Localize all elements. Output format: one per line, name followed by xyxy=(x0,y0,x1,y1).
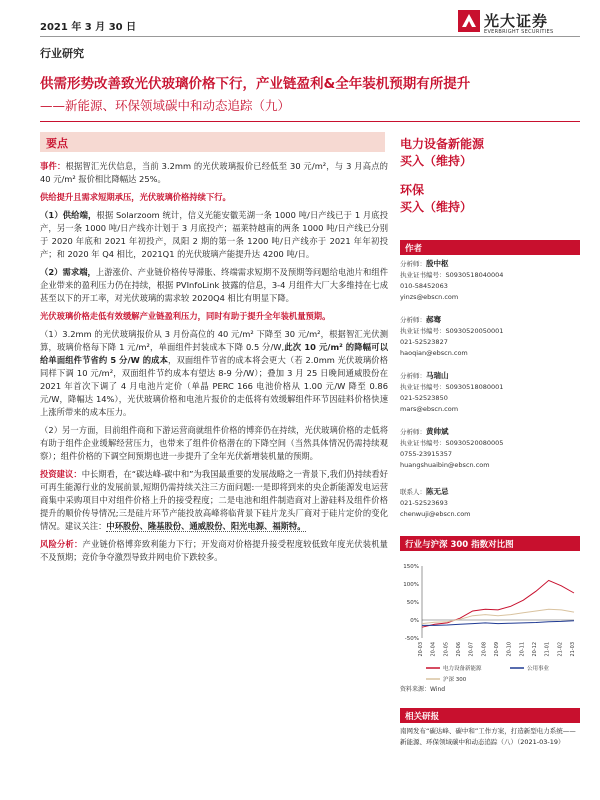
analyst-email[interactable]: yinzs@ebscn.com xyxy=(400,293,459,301)
ratings-panel xyxy=(400,130,580,216)
rating-sector: 电力设备新能源 xyxy=(400,137,485,151)
related-report[interactable]: 南网发布“碳达峰、碳中和”工作方案，打造新型电力系统——新能源、环保领域碳中和动态追踪（八）（2021-03-19） xyxy=(400,727,576,746)
rating-block xyxy=(400,136,580,170)
contact-role: 联系人： xyxy=(400,488,426,496)
analyst-license: 执业证书编号：S0930518080001 xyxy=(400,383,504,391)
investment-picks: 中环股份、隆基股份、通威股份、阳光电源、福斯特。 xyxy=(106,521,306,531)
y-tick-label: 100% xyxy=(403,582,419,588)
legend-label: 电力设备新能源 xyxy=(443,666,482,672)
related-header-label: 相关研报 xyxy=(405,712,440,722)
price-paragraph xyxy=(40,328,388,419)
analyst-license: 执业证书编号：S0930520050001 xyxy=(400,327,504,335)
analyst-phone: 021-52523827 xyxy=(400,338,448,346)
risk-text: 产业链价格博弈致利能力下行；开发商对价格提升接受程度较低致年度光伏装机量不及预期；竞价争夺激烈导致并网电价下跌较多。 xyxy=(40,539,388,562)
related-header xyxy=(400,708,580,723)
analyst-role: 分析师： xyxy=(400,372,426,380)
contact-name: 陈无忌 xyxy=(426,487,449,496)
x-tick-label: 20-08 xyxy=(481,642,488,657)
analyst-name: 郝骞 xyxy=(426,315,441,324)
x-tick-label: 21-02 xyxy=(557,642,564,657)
y-tick-label: 0% xyxy=(410,618,419,624)
price-text-a: （1）3.2mm 的光伏玻璃报价从 3 月份高位的 40 元/m² 下降至 30 元/m²，根据智汇光伏测算，玻璃价格每下降 1 元/m²，单面组件封装成本下降 0.5 分/W, xyxy=(40,329,388,352)
analyst-card xyxy=(400,314,580,359)
main-body xyxy=(40,160,388,569)
price-text-b: 此次 10 元/m² 的降幅可以给单面组件节省约 5 分/W 的成本 xyxy=(40,342,388,365)
y-tick-label: 50% xyxy=(406,600,419,606)
logo-subtext: EVERBRIGHT SECURITIES xyxy=(484,29,554,35)
analyst-role: 分析师： xyxy=(400,428,426,436)
authors-label: 作者 xyxy=(405,244,423,254)
chart-header-label: 行业与沪深 300 指数对比图 xyxy=(405,540,514,550)
rating-value: 买入（维持） xyxy=(400,154,473,168)
x-tick-label: 20-12 xyxy=(532,642,538,657)
analyst-card xyxy=(400,370,580,415)
analyst-phone: 021-52523850 xyxy=(400,394,448,402)
investment-label: 投资建议： xyxy=(40,469,82,479)
contact-card xyxy=(400,486,580,520)
x-tick-label: 20-05 xyxy=(443,642,450,657)
authors-header xyxy=(400,240,580,255)
x-tick-label: 20-03 xyxy=(418,642,424,657)
analyst-card xyxy=(400,426,580,471)
x-tick-label: 21-01 xyxy=(544,642,551,657)
analyst-license: 执业证书编号：S0930520080005 xyxy=(400,439,504,447)
analyst-phone: 0755-23915357 xyxy=(400,450,452,458)
analyst-license: 执业证书编号：S0930518040004 xyxy=(400,271,504,279)
section-label: 行业研究 xyxy=(40,47,84,60)
x-tick-label: 20-09 xyxy=(494,642,500,657)
demand-label: （2）需求端， xyxy=(40,267,96,277)
event-paragraph xyxy=(40,160,388,186)
contact-phone: 021-52523693 xyxy=(400,499,448,507)
logo-mark-icon xyxy=(458,10,480,32)
analyst-email[interactable]: mars@ebscn.com xyxy=(400,405,459,413)
report-title: 供需形势改善致光伏玻璃价格下行，产业链盈利&全年装机预期有所提升 xyxy=(40,76,471,92)
investment-paragraph xyxy=(40,468,388,533)
logo-text: 光大证券 xyxy=(484,12,549,30)
demand-paragraph xyxy=(40,266,388,305)
analyst-name: 马瑞山 xyxy=(426,371,449,380)
title-divider xyxy=(40,121,580,122)
heading-price: 光伏玻璃价格走低有效缓解产业链盈利压力，同时有助于提升全年装机量预期。 xyxy=(40,311,331,321)
chart-source: 资料来源：Wind xyxy=(400,686,446,693)
x-tick-label: 20-07 xyxy=(468,642,475,657)
y-tick-label: -50% xyxy=(404,636,419,642)
supply-paragraph xyxy=(40,209,388,261)
legend-label: 公用事业 xyxy=(527,666,550,672)
event-label: 事件： xyxy=(40,161,66,171)
analyst-name: 黄帅斌 xyxy=(426,427,449,436)
event-text: 根据智汇光伏信息，当前 3.2mm 的光伏玻璃报价已经低至 30 元/m²，与 3 月高点的 40 元/m² 报价相比降幅达 25%。 xyxy=(40,161,388,184)
analyst-email[interactable]: huangshuaibin@ebscn.com xyxy=(400,461,490,469)
header-divider xyxy=(40,36,580,37)
analyst-email[interactable]: haoqian@ebscn.com xyxy=(400,349,468,357)
index-comparison-chart xyxy=(398,556,580,686)
supply-label: （1）供给端， xyxy=(40,210,97,220)
x-tick-label: 20-10 xyxy=(506,642,513,657)
analyst-phone: 010-58452063 xyxy=(400,282,448,290)
x-tick-label: 20-06 xyxy=(456,642,462,657)
x-tick-label: 20-04 xyxy=(430,642,437,657)
risk-paragraph xyxy=(40,538,388,564)
report-subtitle: ——新能源、环保领域碳中和动态追踪（九） xyxy=(40,98,291,113)
analyst-name: 殷中枢 xyxy=(426,259,449,268)
risk-label: 风险分析： xyxy=(40,539,83,549)
report-date: 2021 年 3 月 30 日 xyxy=(40,22,137,33)
investment-text: 中长期看，在“碳达峰-碳中和”为我国最重要的发展战略之一背景下,我们仍持续看好可再生能源行业的发展前景,短期仍需持续关注三方面问题:一是即将到来的央企新能源发电运营商集中采购项目中对组件价格上升的接受程度；二是电池和组件制造商对上游硅料及组件价格提升的顺价传导情况;三是硅片环节产能投放高峰将临背景下硅片龙头厂商对于硅片定价的变化情况。建议关注： xyxy=(40,469,388,531)
y-tick-label: 150% xyxy=(403,564,419,570)
legend-label: 沪深 300 xyxy=(443,677,467,683)
rating-block xyxy=(400,182,580,216)
contact-email[interactable]: chenwuji@ebscn.com xyxy=(400,510,471,518)
company-logo xyxy=(458,8,578,38)
key-points-header xyxy=(40,132,385,152)
rating-sector: 环保 xyxy=(400,183,425,197)
demand-text: 上游涨价、产业链价格传导滞胀、终端需求短期不及预期等问题给电池片和组件企业带来的盈利压力仍在持续，根据 PVInfoLink 披露的信息，3-4 月组件大厂大多维持在七成甚至以下的开工率，对光伏玻璃的需求较 2020Q4 相比有明显下降。 xyxy=(40,267,388,303)
analyst-role: 分析师： xyxy=(400,260,426,268)
price-text-c: ，双面组件节省的成本将会更大（若 2.0mm 光伏玻璃价格同样下调 10 元/m²，双面组件节约成本有望达 8-9 分/W）；叠加 3 月 25 日晚间通威股份在 2021 年首次下调了 4 月电池片定价（单晶 PERC 166 电池价格从 1.00 元/W 降至 0.86 元/W，降幅达 14%），光伏玻璃价格和电池片报价的走低将有效缓解组件环节因硅料价格快速上涨所带来的成本压力。 xyxy=(40,355,389,417)
analyst-role: 分析师： xyxy=(400,316,426,324)
module-paragraph: （2）另一方面，目前组件商和下游运营商就组件价格的博弈仍在持续，光伏玻璃价格的走低将有助于组件企业缓解经营压力，也带来了组件价格潜在的下降空间（当然具体情况仍需持续观察）；组件价格的下调空间预期也进一步提升了全年光伏新增装机量的预期。 xyxy=(40,425,388,461)
supply-text: 根据 Solarzoom 统计，信义光能安徽芜湖一条 1000 吨/日产线已于 1 月底投产，另一条 1000 吨/日产线亦计划于 3 月底投产；福莱特越南的两条 1000 吨/日产线已分别于 2020 年底和 2021 年初投产，凤阳 2 期的第一条 1200 吨/日产线亦于 2021 年年初投产；和 2020 年 Q4 相比，2021Q1 的光伏玻璃产能提升达 4200 吨/日。 xyxy=(40,210,388,259)
x-tick-label: 21-03 xyxy=(570,642,576,657)
key-points-label: 要点 xyxy=(46,137,68,150)
analyst-card xyxy=(400,258,580,303)
x-tick-label: 20-11 xyxy=(519,642,526,657)
chart-header xyxy=(400,536,580,551)
heading-supply: 供给提升且需求短期承压，光伏玻璃价格持续下行。 xyxy=(40,192,231,202)
rating-value: 买入（维持） xyxy=(400,200,473,214)
